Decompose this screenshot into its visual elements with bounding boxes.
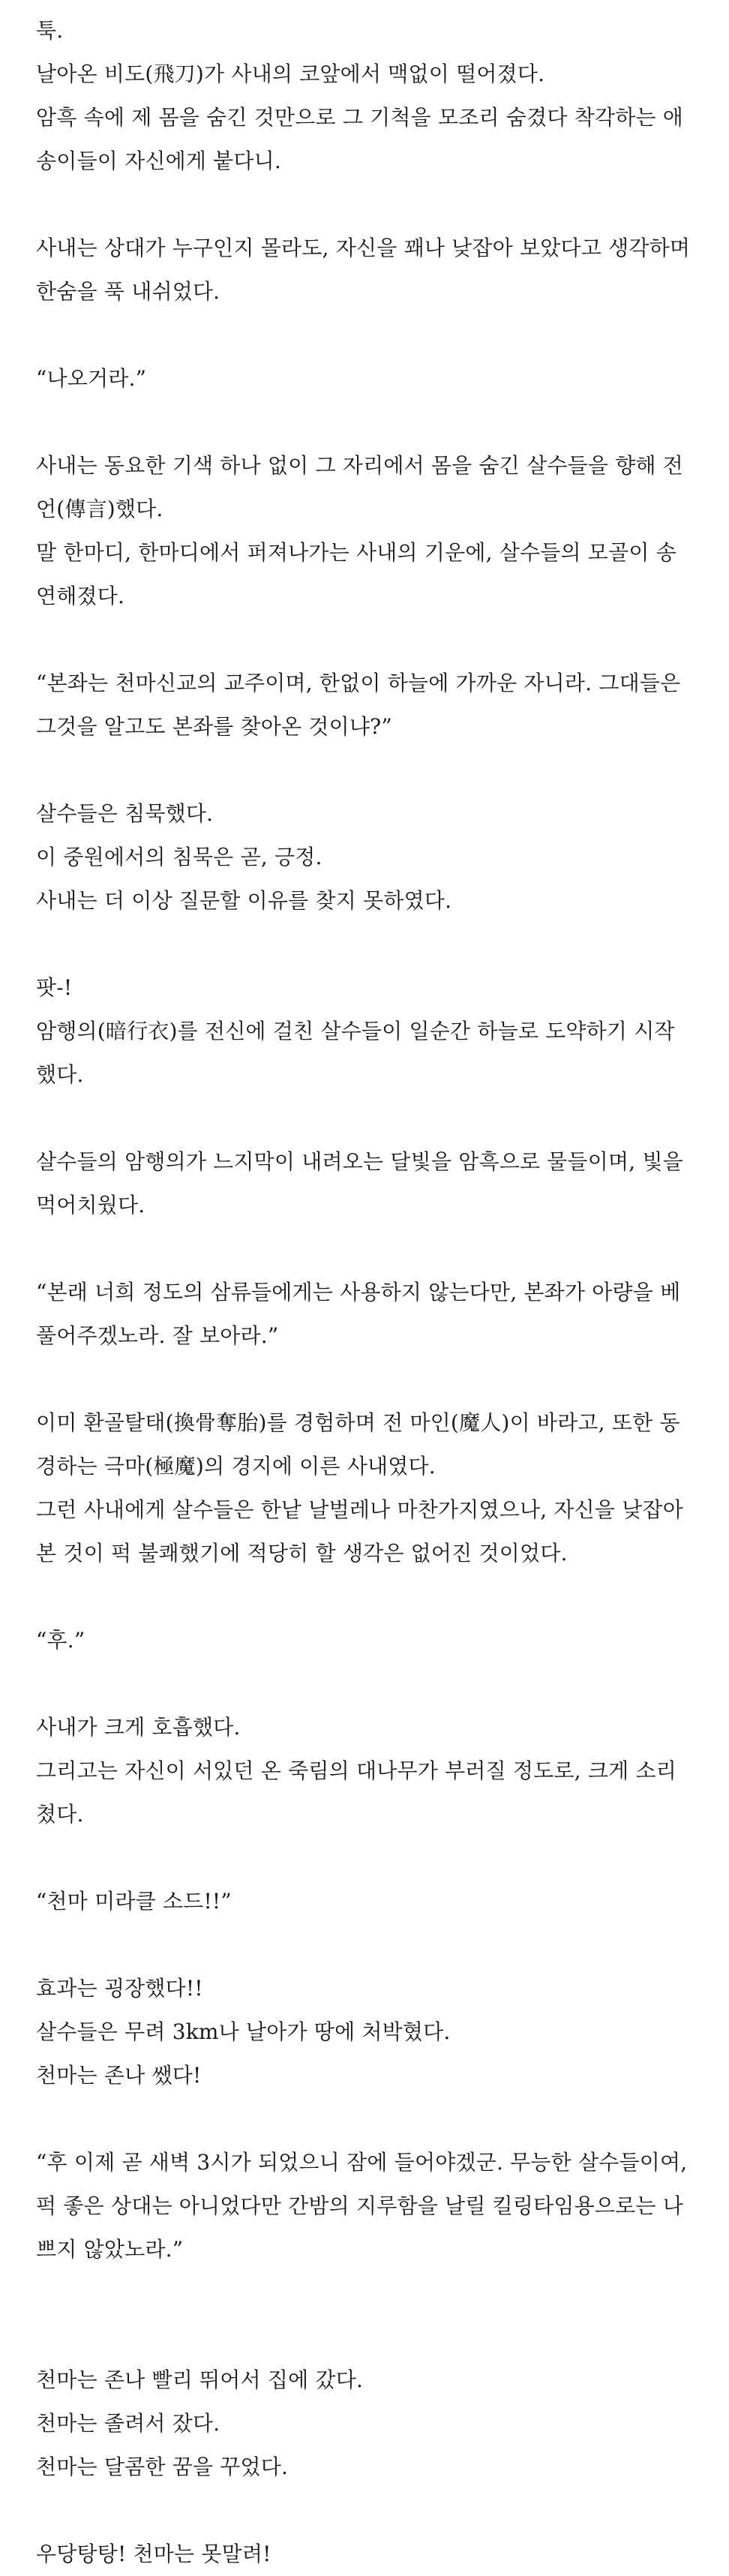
text-line: 말 한마디, 한마디에서 퍼져나가는 사내의 기운에, 살수들의 모골이 송 <box>36 540 676 565</box>
text-line: 툭. <box>36 18 64 43</box>
paragraph <box>36 9 699 183</box>
text-line: 송이들이 자신에게 붙다니. <box>36 149 282 173</box>
paragraph <box>36 1401 699 1575</box>
text-line: 효과는 굉장했다!! <box>36 1976 203 2001</box>
paragraph <box>36 1140 699 1227</box>
dialogue <box>36 1271 699 1358</box>
text-line: 우당탕탕! 천마는 못말려! <box>36 2541 272 2566</box>
text-line: 풀어주겠노라. 잘 보아라.” <box>36 1323 279 1348</box>
text-line: 이미 환골탈태(換骨奪胎)를 경험하며 전 마인(魔人)이 바라고, 또한 동 <box>36 1410 680 1435</box>
paragraph <box>36 2358 699 2489</box>
paragraph <box>36 966 699 1097</box>
text-line: 그리고는 자신이 서있던 온 죽림의 대나무가 부러질 정도로, 크게 소리 <box>36 1758 676 1783</box>
text-line: 사내는 더 이상 질문할 이유를 찾지 못하였다. <box>36 888 452 913</box>
closing-line <box>36 2532 699 2576</box>
text-line: 언(傳言)했다. <box>36 497 164 521</box>
text-line: “나오거라.” <box>36 366 147 391</box>
text-line: 암행의(暗行衣)를 전신에 걸친 살수들이 일순간 하늘로 도약하기 시작 <box>36 1019 675 1043</box>
dialogue <box>36 662 699 749</box>
text-line: 쳤다. <box>36 1802 84 1827</box>
text-line: “후.” <box>36 1628 86 1653</box>
paragraph <box>36 227 699 314</box>
text-line: 천마는 달콤한 꿈을 꾸었다. <box>36 2454 289 2479</box>
text-line: 살수들은 침묵했다. <box>36 801 214 826</box>
text-line: 한숨을 푹 내쉬었다. <box>36 279 220 304</box>
paragraph <box>36 1706 699 1836</box>
text-line: 살수들의 암행의가 느지막이 내려오는 달빛을 암흑으로 물들이며, 빛을 <box>36 1149 683 1174</box>
paragraph <box>36 792 699 923</box>
text-line: 퍽 좋은 상대는 아니었다만 간밤의 지루함을 날릴 킬링타임용으로는 나 <box>36 2193 683 2218</box>
text-line: 연해졌다. <box>36 584 125 608</box>
dialogue <box>36 1880 699 1923</box>
text-line: 천마는 졸려서 잤다. <box>36 2411 220 2436</box>
text-line: 천마는 존나 쌨다! <box>36 2063 202 2088</box>
text-line: 했다. <box>36 1062 84 1087</box>
text-line: “본래 너희 정도의 삼류들에게는 사용하지 않는다만, 본좌가 아량을 베 <box>36 1280 681 1305</box>
text-line: 그것을 알고도 본좌를 찾아온 것이냐?” <box>36 714 392 739</box>
text-line: 살수들은 무려 3km나 날아가 땅에 처박혔다. <box>36 2019 451 2044</box>
dialogue <box>36 2141 699 2271</box>
text-line: 날아온 비도(飛刀)가 사내의 코앞에서 맥없이 떨어졌다. <box>36 62 545 86</box>
paragraph <box>36 1967 699 2097</box>
text-line: 쁘지 않았노라.” <box>36 2237 184 2262</box>
text-line: 경하는 극마(極魔)의 경지에 이른 사내였다. <box>36 1454 436 1479</box>
text-line: 그런 사내에게 살수들은 한낱 날벌레나 마찬가지였으나, 자신을 낮잡아 <box>36 1497 683 1522</box>
text-line: “본좌는 천마신교의 교주이며, 한없이 하늘에 가까운 자니라. 그대들은 <box>36 671 681 695</box>
text-line: “후 이제 곧 새벽 3시가 되었으니 잠에 들어야겠군. 무능한 살수들이여, <box>36 2150 688 2175</box>
text-line: 본 것이 퍽 불쾌했기에 적당히 할 생각은 없어진 것이었다. <box>36 1541 568 1566</box>
dialogue <box>36 1619 699 1662</box>
text-line: 사내는 상대가 누구인지 몰라도, 자신을 꽤나 낮잡아 보았다고 생각하며 <box>36 236 691 260</box>
dialogue <box>36 357 699 401</box>
text-line: 먹어치웠다. <box>36 1193 146 1217</box>
text-line: 사내는 동요한 기색 하나 없이 그 자리에서 몸을 숨긴 살수들을 향해 전 <box>36 453 684 478</box>
text-line: 천마는 존나 빨리 뛰어서 집에 갔다. <box>36 2367 364 2392</box>
text-line: 이 중원에서의 침묵은 곧, 긍정. <box>36 845 322 869</box>
text-line: 암흑 속에 제 몸을 숨긴 것만으로 그 기척을 모조리 숨겼다 착각하는 애 <box>36 105 684 130</box>
text-line: 팟-! <box>36 975 73 1000</box>
paragraph <box>36 444 699 618</box>
text-line: 사내가 크게 호흡했다. <box>36 1715 241 1740</box>
text-line: “천마 미라클 소드!!” <box>36 1889 232 1914</box>
